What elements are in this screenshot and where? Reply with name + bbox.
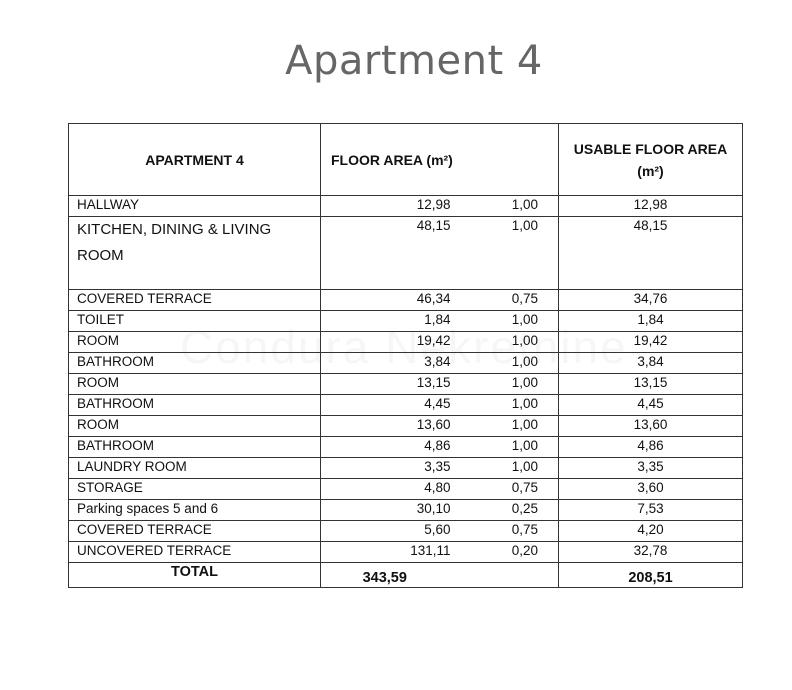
- room-name: BATHROOM: [69, 395, 321, 416]
- table-row: [69, 416, 743, 437]
- table-row: [69, 217, 743, 290]
- page-title: Apartment 4: [285, 38, 543, 84]
- coefficient-value: 1,00: [471, 374, 559, 395]
- coefficient-value: 1,00: [471, 311, 559, 332]
- table-row: [69, 290, 743, 311]
- table-row: [69, 374, 743, 395]
- total-row: [69, 563, 743, 588]
- room-name: Parking spaces 5 and 6: [69, 500, 321, 521]
- usable-area-value: 4,45: [559, 395, 743, 416]
- coefficient-value: 1,00: [471, 332, 559, 353]
- table-row: [69, 332, 743, 353]
- table-row: [69, 479, 743, 500]
- header-usable-floor-area: USABLE FLOOR AREA (m²): [559, 124, 743, 196]
- floor-area-value: 46,34: [321, 290, 471, 311]
- coefficient-value: 1,00: [471, 437, 559, 458]
- coefficient-value: 1,00: [471, 196, 559, 217]
- coefficient-value: 1,00: [471, 217, 559, 290]
- room-name: BATHROOM: [69, 353, 321, 374]
- usable-area-value: 1,84: [559, 311, 743, 332]
- floor-area-value: 1,84: [321, 311, 471, 332]
- floor-area-value: 13,15: [321, 374, 471, 395]
- floor-area-value: 30,10: [321, 500, 471, 521]
- total-usable-area: 208,51: [559, 563, 743, 588]
- usable-area-value: 13,60: [559, 416, 743, 437]
- room-name: ROOM: [69, 332, 321, 353]
- usable-area-value: 12,98: [559, 196, 743, 217]
- table-row: [69, 458, 743, 479]
- area-table: [68, 123, 743, 588]
- table-row: [69, 542, 743, 563]
- coefficient-value: 1,00: [471, 395, 559, 416]
- floor-area-value: 5,60: [321, 521, 471, 542]
- usable-area-value: 4,86: [559, 437, 743, 458]
- coefficient-value: 0,20: [471, 542, 559, 563]
- header-floor-area: FLOOR AREA (m²): [321, 124, 559, 196]
- floor-area-value: 131,11: [321, 542, 471, 563]
- floor-area-value: 4,86: [321, 437, 471, 458]
- usable-area-value: 7,53: [559, 500, 743, 521]
- total-coef: [471, 563, 559, 588]
- table-row: [69, 395, 743, 416]
- usable-area-value: 32,78: [559, 542, 743, 563]
- coefficient-value: 1,00: [471, 416, 559, 437]
- coefficient-value: 1,00: [471, 458, 559, 479]
- table-row: [69, 521, 743, 542]
- room-name: LAUNDRY ROOM: [69, 458, 321, 479]
- coefficient-value: 0,25: [471, 500, 559, 521]
- room-name: KITCHEN, DINING & LIVING ROOM: [69, 217, 321, 290]
- table-header-row: [69, 124, 743, 196]
- usable-area-value: 3,60: [559, 479, 743, 500]
- table-row: [69, 353, 743, 374]
- coefficient-value: 1,00: [471, 353, 559, 374]
- room-name: STORAGE: [69, 479, 321, 500]
- table-row: [69, 196, 743, 217]
- coefficient-value: 0,75: [471, 290, 559, 311]
- coefficient-value: 0,75: [471, 479, 559, 500]
- usable-area-value: 13,15: [559, 374, 743, 395]
- floor-area-value: 48,15: [321, 217, 471, 290]
- usable-area-value: 19,42: [559, 332, 743, 353]
- header-apartment: APARTMENT 4: [69, 124, 321, 196]
- table-row: [69, 437, 743, 458]
- room-name: COVERED TERRACE: [69, 521, 321, 542]
- usable-area-value: 3,84: [559, 353, 743, 374]
- total-label: TOTAL: [69, 563, 321, 588]
- floor-area-value: 4,80: [321, 479, 471, 500]
- table-row: [69, 311, 743, 332]
- floor-area-value: 12,98: [321, 196, 471, 217]
- room-name: ROOM: [69, 374, 321, 395]
- total-floor-area: 343,59: [321, 563, 471, 588]
- room-name: COVERED TERRACE: [69, 290, 321, 311]
- usable-area-value: 34,76: [559, 290, 743, 311]
- room-name: UNCOVERED TERRACE: [69, 542, 321, 563]
- floor-area-value: 13,60: [321, 416, 471, 437]
- floor-area-value: 3,35: [321, 458, 471, 479]
- room-name: HALLWAY: [69, 196, 321, 217]
- floor-area-value: 3,84: [321, 353, 471, 374]
- floor-area-value: 4,45: [321, 395, 471, 416]
- coefficient-value: 0,75: [471, 521, 559, 542]
- usable-area-value: 4,20: [559, 521, 743, 542]
- table-body: [69, 196, 743, 563]
- floor-area-value: 19,42: [321, 332, 471, 353]
- table-row: [69, 500, 743, 521]
- usable-area-value: 3,35: [559, 458, 743, 479]
- usable-area-value: 48,15: [559, 217, 743, 290]
- room-name: ROOM: [69, 416, 321, 437]
- room-name: BATHROOM: [69, 437, 321, 458]
- room-name: TOILET: [69, 311, 321, 332]
